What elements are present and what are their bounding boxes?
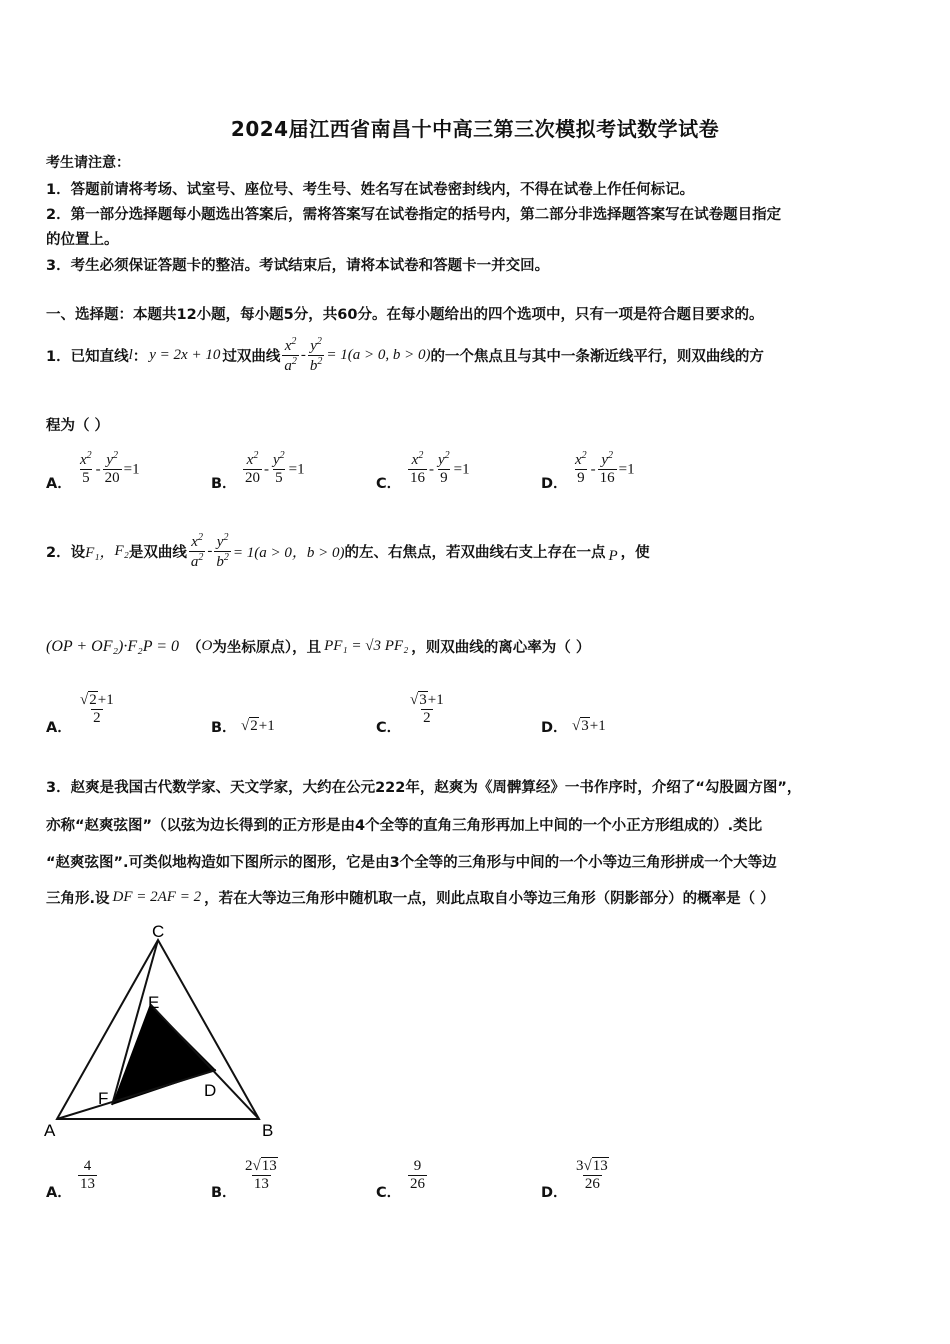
q1-stem-cont: 程为（ ） (46, 418, 110, 434)
q3-stem-line-3: “赵爽弦图”.可类似地构造如下图所示的图形，它是由3个全等的三角形与中间的一个小等边三角形拼成一个大等边 (46, 855, 777, 871)
q2-a-den: 2 (93, 710, 101, 727)
q3-option-b: $\frac{2√13}{13}$ (245, 1158, 277, 1193)
q1-mid: 过双曲线 (222, 349, 281, 366)
q1-colon: ： (132, 349, 148, 366)
q1-option-a-label: A． (46, 476, 72, 492)
label-d: D (204, 1081, 217, 1100)
notice-heading: 考生请注意： (46, 155, 130, 171)
q1-a-b2: 20 (104, 470, 120, 487)
q2-prefix: 2．设 (46, 545, 86, 562)
q1-c-b2: 9 (440, 470, 448, 487)
q1-d-b2: 16 (599, 470, 615, 487)
q2-option-a: $\frac{√2+1}{2}$ (80, 692, 114, 727)
q1-option-d: $\frac{x^2}{9}$ - $\frac{y^2}{16}$ =1 (575, 450, 635, 487)
q2-option-b-label: B． (211, 720, 237, 736)
label-c: C (152, 922, 165, 941)
q2-suffix2: ，使 (620, 545, 650, 562)
q1-line-eq: y = 2x + 10 (149, 347, 221, 364)
q1-option-d-label: D． (541, 476, 568, 492)
q2-origin-pre: （ (187, 640, 202, 656)
q2-option-d-label: D． (541, 720, 568, 736)
section-heading: 一、选择题：本题共12小题，每小题5分，共60分。在每小题给出的四个选项中，只有一项是符合题目要求的。 (46, 307, 764, 323)
label-f: F (98, 1089, 109, 1108)
q2-pf-eq: PF₁ = √3 PF₂ (324, 638, 409, 654)
q2-a-plus: +1 (97, 692, 114, 708)
q2-origin-note: 为坐标原点），且 (212, 640, 322, 656)
label-e: E (148, 993, 160, 1012)
q2-cond: = 1(a > 0，b > 0) (232, 545, 345, 562)
q1-frac-x: $\frac{x^2}{a^2}$ (284, 336, 297, 375)
q2-suffix: 的左、右焦点，若双曲线右支上存在一点 (344, 545, 606, 562)
q1-suffix: 的一个焦点且与其中一条渐近线平行，则双曲线的方 (430, 349, 764, 366)
q3-last-post: ，若在大等边三角形中随机取一点，则此点取自小等边三角形（阴影部分）的概率是（ ） (204, 891, 775, 907)
q2-c-rad: 3 (419, 692, 427, 708)
q1-c-a2: 16 (410, 470, 425, 487)
q1-a-a2: 5 (82, 470, 90, 487)
q3-stem-line-2: 亦称“赵爽弦图”（以弦为边长得到的正方形是由4个全等的直角三角形再加上中间的一个小正方形组成的）.类比 (46, 818, 763, 834)
q3-c-den: 26 (410, 1176, 425, 1193)
q1-option-b-label: B． (211, 476, 237, 492)
q3-b-rad: 13 (261, 1158, 277, 1174)
q1-stem: 1．已知直线 l ： y = 2x + 10 过双曲线 $\frac{x^2}{a^2}$ - $\frac{y^2}{b^2}$ = 1(a > 0, b > 0) 的一个焦点且与其中一条渐近线平行，则双曲线的方 (46, 336, 764, 375)
label-b: B (262, 1121, 274, 1140)
q2-c-plus: +1 (427, 692, 444, 708)
q3-option-a-label: A． (46, 1185, 72, 1201)
q1-option-c-label: C． (376, 476, 402, 492)
q1-frac-y: $\frac{y^2}{b^2}$ (309, 336, 323, 375)
q2-d-plus: +1 (589, 718, 606, 734)
page-title: 2024届江西省南昌十中高三第三次模拟考试数学试卷 (230, 117, 720, 141)
q3-d-den: 26 (584, 1176, 600, 1193)
q2-question: ，则双曲线的离心率为（ ） (411, 640, 591, 656)
q2-c-den: 2 (423, 710, 431, 727)
q3-option-c (406, 1158, 429, 1194)
q3-option-d-label: D． (541, 1185, 568, 1201)
q1-line-var: l (128, 347, 133, 364)
q3-last-pre: 三角形.设 (46, 891, 110, 907)
q1-option-c: $\frac{x^2}{16}$ - $\frac{y^2}{9}$ =1 (410, 450, 470, 487)
q1-option-b: $\frac{x^2}{20}$ - $\frac{y^2}{5}$ =1 (245, 450, 305, 487)
q3-option-c-label: C． (376, 1185, 402, 1201)
q2-mid: 是双曲线 (128, 545, 187, 562)
q2-option-a-label: A． (46, 720, 72, 736)
q3-b-den: 13 (253, 1176, 269, 1193)
q3-option-b-label: B． (211, 1185, 237, 1201)
q2-d-rad: 3 (581, 718, 589, 734)
q2-stem-cont (46, 636, 590, 657)
q2-f1: F₁， (85, 545, 115, 562)
q3-triangle-figure (40, 918, 290, 1140)
q3-option-d: $\frac{3√13}{26}$ (576, 1158, 608, 1193)
q1-b-b2: 5 (275, 470, 283, 487)
q2-b-rad: 2 (250, 718, 258, 734)
q3-b-coef: 2 (245, 1158, 253, 1174)
q1-cond: = 1(a > 0, b > 0) (326, 347, 431, 364)
q2-b-plus: +1 (258, 718, 275, 734)
notice-item-2-cont: 的位置上。 (46, 232, 119, 248)
q2-frac-x: $\frac{x^2}{a^2}$ (190, 532, 204, 571)
q1-b-a2: 20 (245, 470, 260, 487)
notice-item-1: 1．答题前请将考场、试室号、座位号、考生号、姓名写在试卷密封线内，不得在试卷上作任何标记。 (46, 182, 695, 198)
q3-stem-line-4 (46, 887, 775, 908)
q1-option-a: $\frac{x^2}{5}$ - $\frac{y^2}{20}$ =1 (80, 450, 140, 487)
q2-p: P (608, 548, 618, 565)
q2-vec-eq: (OP + OF₂)·F₂P = 0 (46, 637, 179, 655)
q1-d-a2: 9 (577, 470, 585, 487)
q2-option-b: √2+1 (241, 718, 275, 734)
q2-a-rad: 2 (89, 692, 97, 708)
q2-origin-o: O (201, 638, 213, 654)
notice-item-2: 2．第一部分选择题每小题选出答案后，需将答案写在试卷指定的括号内，第二部分非选择题答案写在试卷题目指定 (46, 207, 782, 223)
q3-d-coef: 3 (576, 1158, 584, 1174)
q2-frac-y: $\frac{y^2}{b^2}$ (216, 532, 229, 571)
q1-prefix: 1．已知直线 (46, 349, 129, 366)
q3-c-num: 9 (413, 1158, 422, 1174)
q3-d-rad: 13 (592, 1158, 608, 1174)
q2-option-d: √3+1 (572, 718, 606, 734)
notice-item-3: 3．考生必须保证答题卡的整洁。考试结束后，请将本试卷和答题卡一并交回。 (46, 258, 550, 274)
q2-f2: F₂ (114, 543, 129, 560)
q3-last-eq: DF = 2AF = 2 (112, 889, 202, 905)
q3-stem-line-1: 3．赵爽是我国古代数学家、天文学家，大约在公元222年，赵爽为《周髀算经》一书作序时，介绍了“勾股圆方图”， (46, 780, 802, 796)
q3-a-num: 4 (83, 1158, 92, 1174)
q3-a-den: 13 (80, 1176, 95, 1193)
q2-stem: 2．设 F₁， F₂ 是双曲线 $\frac{x^2}{a^2}$ - $\frac{y^2}{b^2}$ = 1(a > 0，b > 0) 的左、右焦点，若双曲线右支上存在一点 P ，使 (46, 532, 650, 571)
q3-option-a (76, 1158, 99, 1194)
label-a: A (44, 1121, 56, 1140)
q2-option-c-label: C． (376, 720, 402, 736)
q2-option-c: $\frac{√3+1}{2}$ (410, 692, 444, 727)
